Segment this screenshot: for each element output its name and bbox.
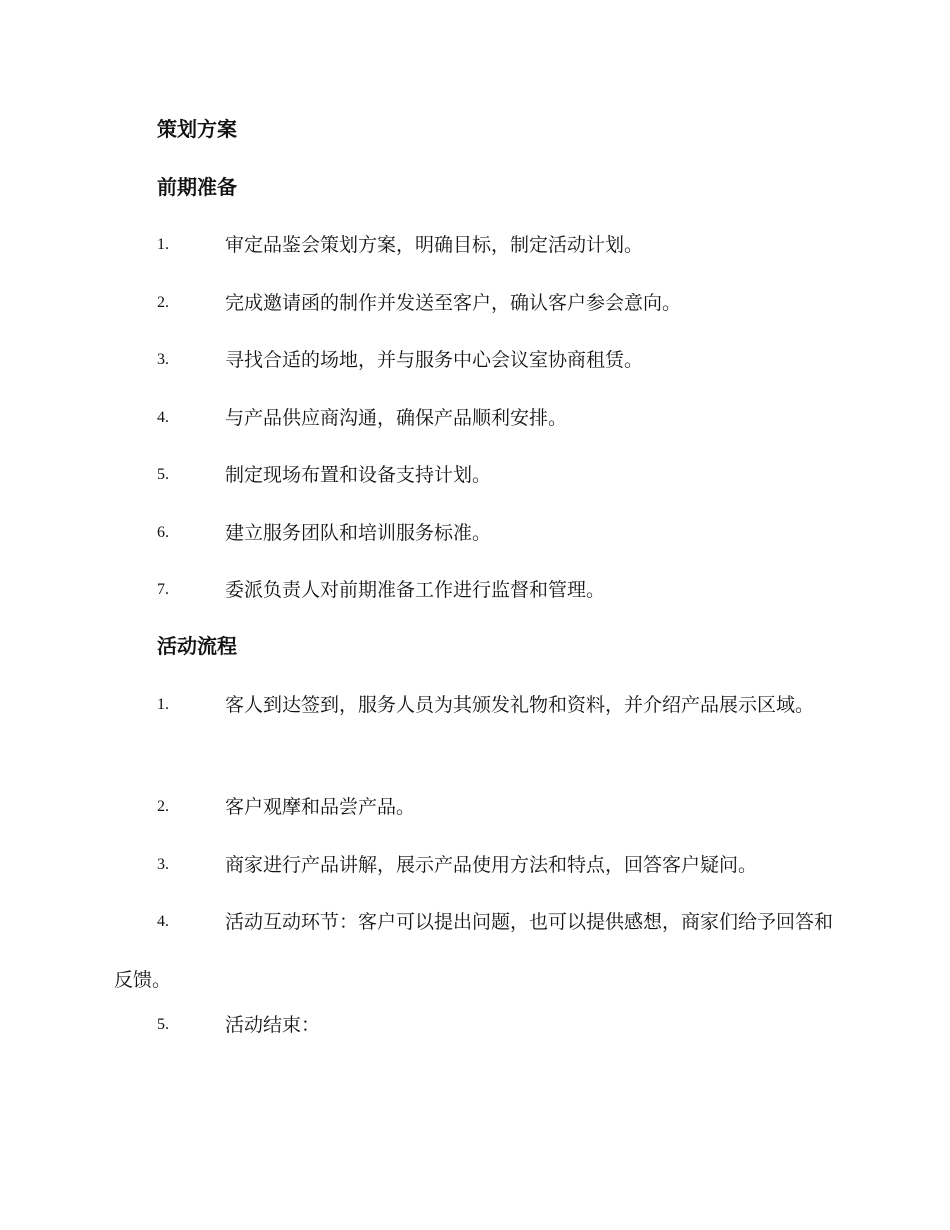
list-item-number: 5. xyxy=(157,466,169,483)
list-item-text: 建立服务团队和培训服务标准。 xyxy=(225,522,492,544)
list-item-text: 制定现场布置和设备支持计划。 xyxy=(225,464,492,486)
section-heading-preparation: 前期准备 xyxy=(157,175,237,199)
list-item-number: 7. xyxy=(157,581,169,598)
list-item-text: 与产品供应商沟通，确保产品顺利安排。 xyxy=(225,407,568,429)
list-item-text: 审定品鉴会策划方案，明确目标，制定活动计划。 xyxy=(225,234,644,256)
document-title: 策划方案 xyxy=(157,117,237,141)
list-item-text: 商家进行产品讲解，展示产品使用方法和特点，回答客户疑问。 xyxy=(225,854,758,876)
list-item-number: 6. xyxy=(157,524,169,541)
list-item-text: 客户观摩和品尝产品。 xyxy=(225,796,416,818)
list-item-number: 4. xyxy=(157,913,169,930)
list-item-number: 2. xyxy=(157,798,169,815)
list-item-number: 4. xyxy=(157,409,169,426)
list-item-text: 寻找合适的场地，并与服务中心会议室协商租赁。 xyxy=(225,349,644,371)
list-item-number: 1. xyxy=(157,696,169,713)
list-item-number: 3. xyxy=(157,351,169,368)
list-item-text: 活动互动环节：客户可以提出问题，也可以提供感想，商家们给予回答和反馈。 xyxy=(114,911,834,991)
list-item-number: 2. xyxy=(157,294,169,311)
section-heading-process: 活动流程 xyxy=(157,634,237,658)
list-item-text: 完成邀请函的制作并发送至客户，确认客户参会意向。 xyxy=(225,292,682,314)
list-item-text: 活动结束： xyxy=(225,1014,321,1036)
list-item-number: 5. xyxy=(157,1016,169,1033)
list-item-text: 客人到达签到，服务人员为其颁发礼物和资料，并介绍产品展示区域。 xyxy=(225,694,815,716)
list-item-number: 3. xyxy=(157,856,169,873)
list-item-text: 委派负责人对前期准备工作进行监督和管理。 xyxy=(225,579,606,601)
list-item-number: 1. xyxy=(157,236,169,253)
